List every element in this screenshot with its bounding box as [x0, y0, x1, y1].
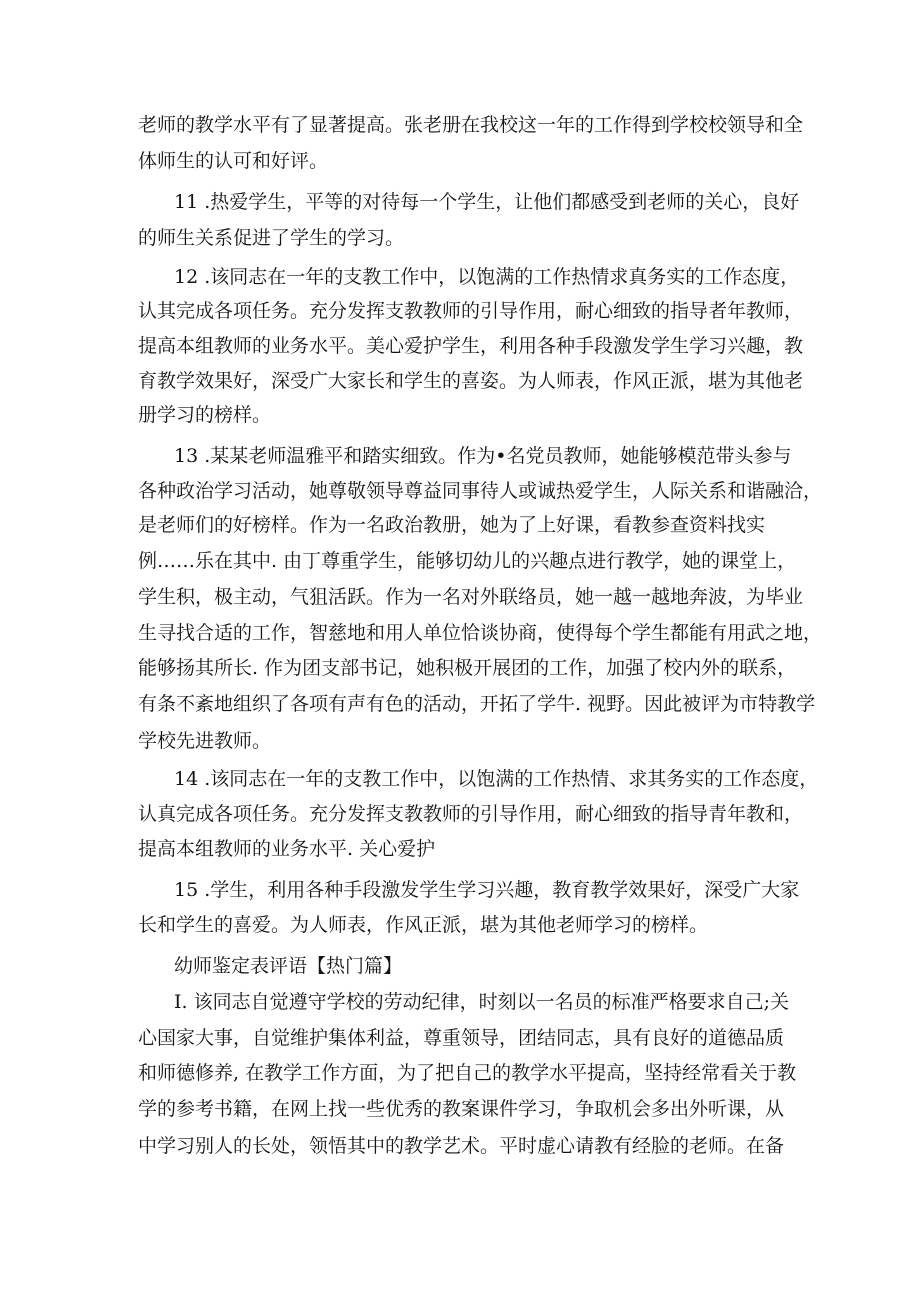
text-line: 提高本组教师的业务水平. 关心爱护 [138, 838, 436, 860]
text-line: 生寻找合适的工作，智慈地和用人单位恰谈协商，使得每个学生都能有用武之地， [138, 622, 823, 644]
text-line: 和师德修养, 在教学工作方面，为了把自己的教学水平提高，坚持经常看关于教 [138, 1062, 797, 1084]
text-line: 育教学效果好，深受广大家长和学生的喜姿。为人师表，作风正派，堪为其他老 [138, 370, 804, 392]
text-line: 能够扬其所长. 作为团支部书记，她积极开展团的工作，加强了校内外的联系， [138, 657, 797, 679]
paragraph-13-line: 13 .某某老师温雅平和踏实细致。作为•名党员教师，她能够模范带头参与 [174, 445, 792, 467]
text-line: 中学习别人的长处，领悟其中的教学艺术。平时虚心请教有经脸的老师。在备 [138, 1135, 785, 1157]
paragraph-1-line: I. 该同志自觉遵守学校的劳动纪律，时刻以一名员的标准严格要求自己;关 [174, 991, 789, 1013]
text-line: 学的参考书籍，在网上找一些优秀的教案课件学习，争取机会多出外听课，从 [138, 1098, 785, 1120]
text-line: 各种政治学习活动，她尊敬领导尊益同事待人或诚热爱学生，人际关系和谐融洽， [138, 480, 823, 502]
text-line: 有条不紊地组织了各项有声有色的活动，开拓了学牛. 视野。因此被评为市特教学 [138, 693, 816, 715]
text-line: 提高本组教师的业务水平。美心爱护学生，利用各种手段激发学生学习兴趣，教 [138, 335, 804, 357]
text-line: 学校先进教师。 [138, 730, 272, 752]
text-line: 例……乐在其中. 由丁尊重学生，能够切幼儿的兴趣点进行教学，她的课堂上， [138, 550, 797, 572]
text-line: 心国家大事，自觉维护集体利益，尊重领导，团结同志，具有良好的道德品质 [138, 1027, 785, 1049]
section-heading: 幼师鉴定表评语【热门篇】 [174, 955, 403, 977]
text-line: 学生积，极主动，气狙活跃。作为一名对外联络员，她一越一越地奔波，为毕业 [138, 586, 804, 608]
paragraph-14-line: 14 .该同志在一年的支教工作中，以饱满的工作热情、求其务实的工作态度， [174, 768, 819, 790]
text-line: 的师生关系促进了学生的学习。 [138, 227, 405, 249]
text-line: 老师的教学水平有了显著提高。张老册在我校这一年的工作得到学校校领导和全 [138, 114, 804, 136]
text-line: 体师生的认可和好评。 [138, 150, 329, 172]
text-line: 是老师们的好榜样。作为一名政治教册，她为了上好课，看教参查资料找实 [138, 514, 766, 536]
paragraph-12-line: 12 .该同志在一年的支教工作中，以饱满的工作热情求真务实的工作态度， [174, 266, 800, 288]
paragraph-15-line: 15 .学生，利用各种手段激发学生学习兴趣，教育教学效果好，深受广大家 [174, 879, 800, 901]
text-line: 册学习的榜样。 [138, 404, 272, 426]
paragraph-11-line: 11 .热爱学生，平等的对待每一个学生，让他们都感受到老师的关心，良好 [174, 191, 800, 213]
text-line: 认真完成各项任务。充分发挥支教教师的引导作用，耐心细致的指导青年教和， [138, 803, 804, 825]
text-line: 长和学生的喜爱。为人师表，作风正派，堪为其他老师学习的榜样。 [138, 914, 709, 936]
text-line: 认其完成各项任务。充分发挥支教教师的引导作用，耐心细致的指导者年教师， [138, 300, 804, 322]
